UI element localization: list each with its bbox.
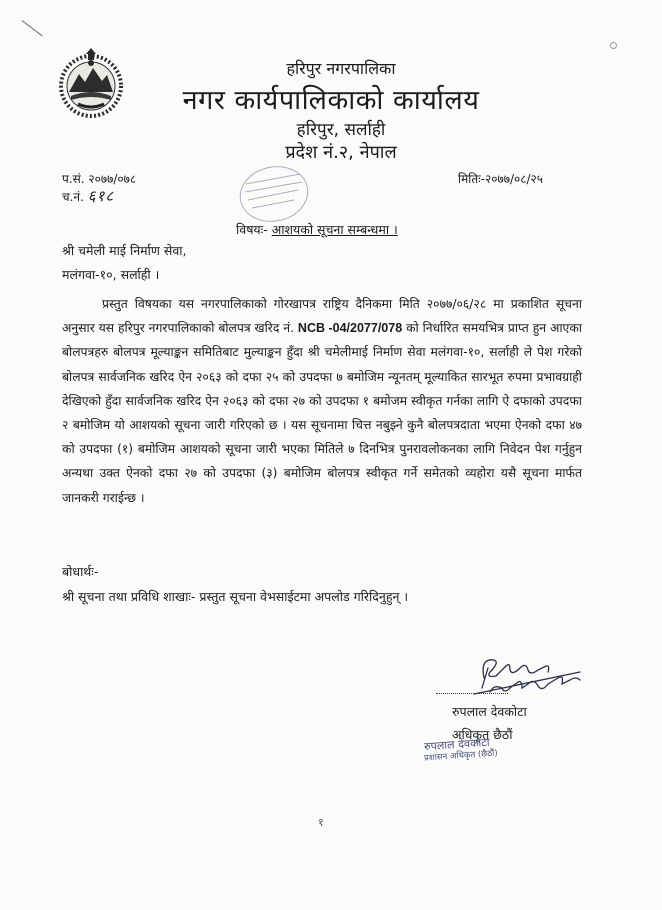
subject-text: आशयको सूचना सम्बन्धमा । <box>271 222 398 237</box>
page-mark: १ <box>318 816 324 829</box>
recipient-name: श्री चमेली माई निर्माण सेवा, <box>62 243 187 258</box>
scan-speck <box>610 42 617 49</box>
seal-name: रुपलाल देवकोटा <box>423 735 491 754</box>
body-text-rest: को निर्धारित समयभित्र प्राप्त हुन आएका बोलपत्रहरु बोलपत्र मूल्याङ्कन समितिबाट मुल्याङ्कन हुँदा श्री चमेलीमाई निर्माण सेवा मलंगवा-१०, सर्लाही ले पेश गरेको बोलपत्र सार्वजनिक खरिद ऐन २०६३ को दफा २५ को उपदफा ७ बमोजिम न्यूनतम् मूल्याकित सारभूत रुपमा प्रभावग्राही देखिएको हुँदा सार्वजनिक खरिद ऐन २०६३ को दफा २७ को उपदफा १ बमोजम स्वीकृत गर्नका लागि ऐ दफाको उपदफा २ बमोजिम यो आशयको सूचना जारी गरिएको छ । यस सूचनामा चित्त नबुझ्ने कुनै बोलपत्रदाता भएमा ऐनको दफा ४७ को उपदफा (१) बमोजिम आशयको सूचना जारी भएका मितिले ७ दिनभित्र पुनरावलोकनका लागि निवेदन पेश गर्नुहुन अन्यथा उक्त ऐनको दफा २७ को उपदफा (३) बमोजिम बोलपत्र स्वीकृत गर्ने समेतको व्यहोरा यसै सूचना मार्फत जानकरी गराईन्छ । <box>62 321 582 505</box>
subject-label: विषयः- <box>236 222 268 237</box>
letter-number: प.सं. २०७७/०७८ <box>62 172 137 186</box>
dispatch-label: च.नं. <box>62 190 84 204</box>
recipient-address: मलंगवा-१०, सर्लाही । <box>62 267 160 282</box>
province-line: प्रदेश नं.२, नेपाल <box>285 142 397 163</box>
signatory-name: रुपलाल देवकोटा <box>452 704 527 719</box>
office-title: नगर कार्यपालिकाको कार्यालय <box>182 85 480 116</box>
attention-label: बोधार्थः- <box>62 564 99 579</box>
dispatch-number: ६१८ <box>87 187 115 205</box>
office-stamp-icon <box>236 162 316 224</box>
signature-line <box>436 693 508 694</box>
notice-body <box>62 292 582 510</box>
subject-line <box>236 221 398 238</box>
signature-icon <box>430 648 590 704</box>
scan-mark <box>21 20 42 36</box>
signatory-title: अधिकृत छैठौं <box>452 727 513 742</box>
letter-date: मितिः-२०७७/०८/२५ <box>458 172 543 186</box>
dispatch-number-row <box>62 186 114 206</box>
office-location: हरिपुर, सर्लाही <box>296 120 386 140</box>
body-text-start: प्रस्तुत विषयका यस नगरपालिकाको गोरखापत्र राष्ट्रिय दैनिकमा मिति २०७७/०६/२८ मा प्रकाशित सूचना अनुसार यस हरिपुर नगरपालिकाको बोलपत्र खरिद नं. <box>62 297 582 336</box>
seal-role: प्रशासन अधिकृत (छैठौं) <box>423 748 499 764</box>
attention-note: श्री सूचना तथा प्रविधि शाखाः- प्रस्तुत सूचना वेभसाईटमा अपलोड गरिदिनुहुन् । <box>62 589 409 604</box>
municipality-name: हरिपुर नगरपालिका <box>286 59 396 78</box>
bid-number: NCB -04/2077/078 <box>297 321 403 336</box>
